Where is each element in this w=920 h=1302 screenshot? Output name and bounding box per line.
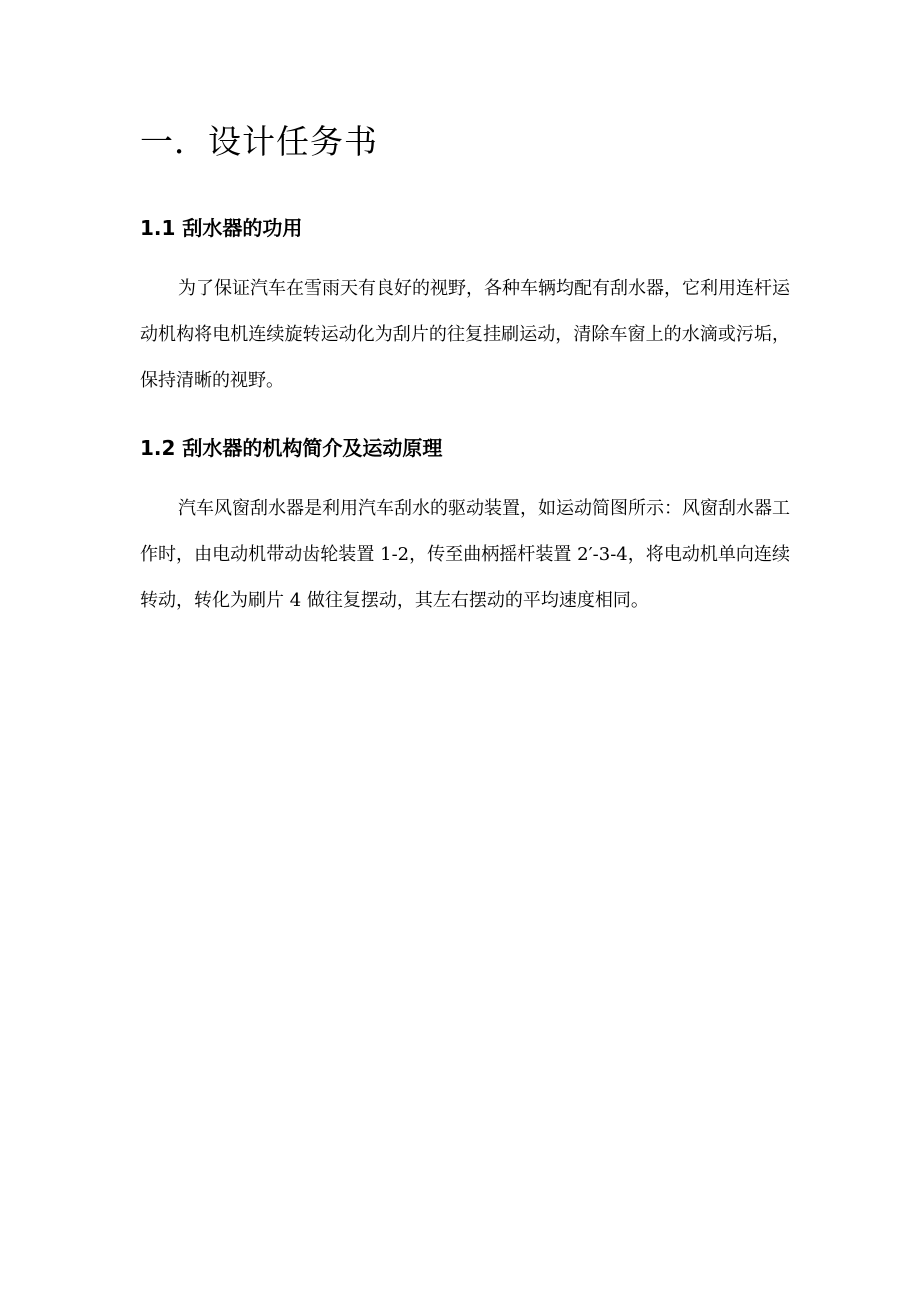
section-heading-1-1: 1.1 刮水器的功用 [140,216,303,240]
document-content [140,112,790,624]
section-paragraph-1-1: 为了保证汽车在雪雨天有良好的视野，各种车辆均配有刮水器，它利用连杆运动机构将电机连续旋转运动化为刮片的往复挂刷运动，清除车窗上的水滴或污垢，保持清晰的视野。 [140,278,790,391]
section-heading-1-2: 1.2 刮水器的机构简介及运动原理 [140,436,443,460]
chapter-title: 一．设计任务书 [140,122,378,161]
section-paragraph-1-2: 汽车风窗刮水器是利用汽车刮水的驱动装置，如运动简图所示：风窗刮水器工作时，由电动机带动齿轮装置 1-2，传至曲柄摇杆装置 2′-3-4，将电动机单向连续转动，转化为刷片 4 做往复摆动，其左右摆动的平均速度相同。 [140,498,790,611]
